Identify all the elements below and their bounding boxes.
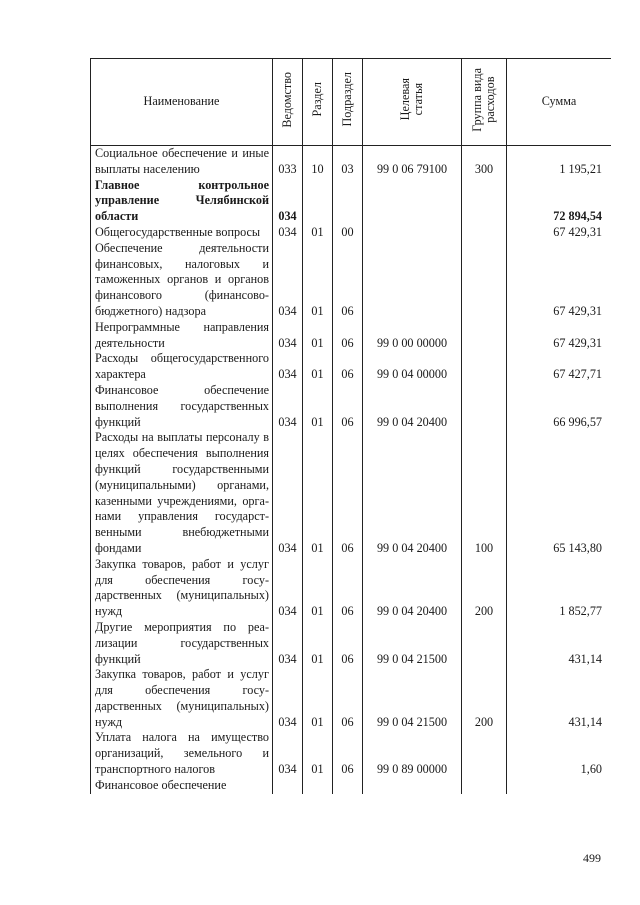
cell-summa: 67 429,31 <box>507 241 612 320</box>
cell-razdel <box>303 778 333 794</box>
cell-razdel: 01 <box>303 383 333 430</box>
cell-name: Закупка товаров, работ и услуг для обеспечения государственных (муниципальных) нужд <box>91 667 273 730</box>
table-row <box>91 178 612 225</box>
cell-name: Непрограммные направления деятельности <box>91 320 273 352</box>
cell-celevaya: 99 0 04 00000 <box>363 351 462 383</box>
cell-podrazdel: 06 <box>333 351 363 383</box>
cell-vedomstvo: 034 <box>273 320 303 352</box>
cell-razdel: 01 <box>303 241 333 320</box>
table-row <box>91 430 612 556</box>
cell-gruppa <box>462 620 507 667</box>
cell-gruppa <box>462 225 507 241</box>
cell-vedomstvo: 034 <box>273 620 303 667</box>
cell-celevaya: 99 0 00 00000 <box>363 320 462 352</box>
cell-summa: 431,14 <box>507 620 612 667</box>
cell-name: Общегосударственные вопросы <box>91 225 273 241</box>
budget-table-container <box>90 58 611 838</box>
header-celevaya <box>363 59 462 146</box>
cell-vedomstvo <box>273 778 303 794</box>
header-razdel-label: Раздел <box>310 82 324 117</box>
cell-celevaya: 99 0 04 20400 <box>363 383 462 430</box>
header-summa <box>507 59 612 146</box>
table-row <box>91 383 612 430</box>
cell-razdel: 01 <box>303 320 333 352</box>
cell-summa <box>507 778 612 794</box>
cell-gruppa: 200 <box>462 557 507 620</box>
cell-razdel: 01 <box>303 620 333 667</box>
page-number: 499 <box>583 851 601 865</box>
table-row <box>91 778 612 794</box>
cell-podrazdel: 06 <box>333 730 363 777</box>
cell-summa: 1,60 <box>507 730 612 777</box>
cell-summa: 72 894,54 <box>507 178 612 225</box>
header-name <box>91 59 273 146</box>
cell-celevaya: 99 0 04 20400 <box>363 557 462 620</box>
header-vedomstvo-label: Ведомство <box>280 71 294 128</box>
header-gruppa <box>462 59 507 146</box>
cell-razdel: 01 <box>303 730 333 777</box>
cell-celevaya: 99 0 04 21500 <box>363 620 462 667</box>
cell-gruppa <box>462 178 507 225</box>
cell-name: Финансовое обеспечение выполнения государственных функций <box>91 383 273 430</box>
table-row <box>91 667 612 730</box>
header-podrazdel-label: Подраздел <box>340 72 354 127</box>
cell-name: Обеспечение деятельности финансовых, налоговых и таможенных органов и органов финансового (финансово-бюджетного) надзора <box>91 241 273 320</box>
table-row <box>91 225 612 241</box>
cell-gruppa <box>462 241 507 320</box>
cell-razdel: 01 <box>303 667 333 730</box>
cell-vedomstvo: 034 <box>273 351 303 383</box>
cell-name: Финансовое обеспечение <box>91 778 273 794</box>
cell-podrazdel: 03 <box>333 146 363 178</box>
cell-gruppa: 100 <box>462 430 507 556</box>
cell-gruppa <box>462 730 507 777</box>
header-celevaya-label: Целевая статья <box>398 78 425 121</box>
cell-celevaya <box>363 778 462 794</box>
cell-summa: 431,14 <box>507 667 612 730</box>
cell-gruppa <box>462 320 507 352</box>
cell-vedomstvo: 034 <box>273 178 303 225</box>
cell-gruppa <box>462 383 507 430</box>
cell-summa: 65 143,80 <box>507 430 612 556</box>
cell-vedomstvo: 034 <box>273 557 303 620</box>
cell-name: Расходы на выплаты персоналу в целях обеспечения выполнения функций государственными (муниципальными) органами, казенными учреждениями, органами управления государственными внебюджетными фондами <box>91 430 273 556</box>
header-vedomstvo <box>273 59 303 146</box>
cell-celevaya: 99 0 89 00000 <box>363 730 462 777</box>
header-gruppa-label: Группа вида расходов <box>470 67 497 132</box>
cell-vedomstvo: 034 <box>273 225 303 241</box>
cell-name: Социальное обеспечение и иные выплаты населению <box>91 146 273 178</box>
cell-summa: 67 429,31 <box>507 320 612 352</box>
cell-razdel: 01 <box>303 225 333 241</box>
cell-celevaya <box>363 241 462 320</box>
cell-gruppa <box>462 351 507 383</box>
cell-name: Закупка товаров, работ и услуг для обеспечения государственных (муниципальных) нужд <box>91 557 273 620</box>
cell-podrazdel <box>333 178 363 225</box>
cell-name: Другие мероприятия по реализации государственных функций <box>91 620 273 667</box>
cell-podrazdel: 00 <box>333 225 363 241</box>
cell-summa: 1 195,21 <box>507 146 612 178</box>
cell-gruppa <box>462 778 507 794</box>
cell-summa: 66 996,57 <box>507 383 612 430</box>
cell-podrazdel: 06 <box>333 667 363 730</box>
table-body <box>91 146 612 794</box>
cell-celevaya: 99 0 04 20400 <box>363 430 462 556</box>
cell-podrazdel: 06 <box>333 383 363 430</box>
header-razdel <box>303 59 333 146</box>
cell-podrazdel: 06 <box>333 320 363 352</box>
cell-podrazdel: 06 <box>333 620 363 667</box>
budget-table <box>90 58 611 794</box>
cell-summa: 1 852,77 <box>507 557 612 620</box>
cell-gruppa: 300 <box>462 146 507 178</box>
cell-podrazdel <box>333 778 363 794</box>
header-name-label: Наименование <box>143 94 220 109</box>
cell-name: Расходы общегосударственного характера <box>91 351 273 383</box>
cell-vedomstvo: 033 <box>273 146 303 178</box>
cell-name: Уплата налога на имущество организаций, земельного и транспортного налогов <box>91 730 273 777</box>
table-row <box>91 351 612 383</box>
cell-vedomstvo: 034 <box>273 383 303 430</box>
table-row <box>91 730 612 777</box>
cell-podrazdel: 06 <box>333 557 363 620</box>
cell-podrazdel: 06 <box>333 430 363 556</box>
cell-celevaya: 99 0 04 21500 <box>363 667 462 730</box>
table-row <box>91 557 612 620</box>
cell-razdel: 10 <box>303 146 333 178</box>
cell-name: Главное контрольное управление Челябинской области <box>91 178 273 225</box>
table-row <box>91 241 612 320</box>
cell-summa: 67 427,71 <box>507 351 612 383</box>
cell-podrazdel: 06 <box>333 241 363 320</box>
cell-vedomstvo: 034 <box>273 241 303 320</box>
cell-celevaya: 99 0 06 79100 <box>363 146 462 178</box>
cell-razdel: 01 <box>303 430 333 556</box>
cell-celevaya <box>363 178 462 225</box>
table-row <box>91 620 612 667</box>
cell-celevaya <box>363 225 462 241</box>
cell-gruppa: 200 <box>462 667 507 730</box>
cell-summa: 67 429,31 <box>507 225 612 241</box>
table-row <box>91 320 612 352</box>
header-summa-label: Сумма <box>541 94 577 109</box>
header-podrazdel <box>333 59 363 146</box>
cell-razdel: 01 <box>303 557 333 620</box>
cell-vedomstvo: 034 <box>273 667 303 730</box>
cell-vedomstvo: 034 <box>273 430 303 556</box>
cell-vedomstvo: 034 <box>273 730 303 777</box>
cell-razdel <box>303 178 333 225</box>
table-header <box>91 59 612 146</box>
cell-razdel: 01 <box>303 351 333 383</box>
table-row <box>91 146 612 178</box>
